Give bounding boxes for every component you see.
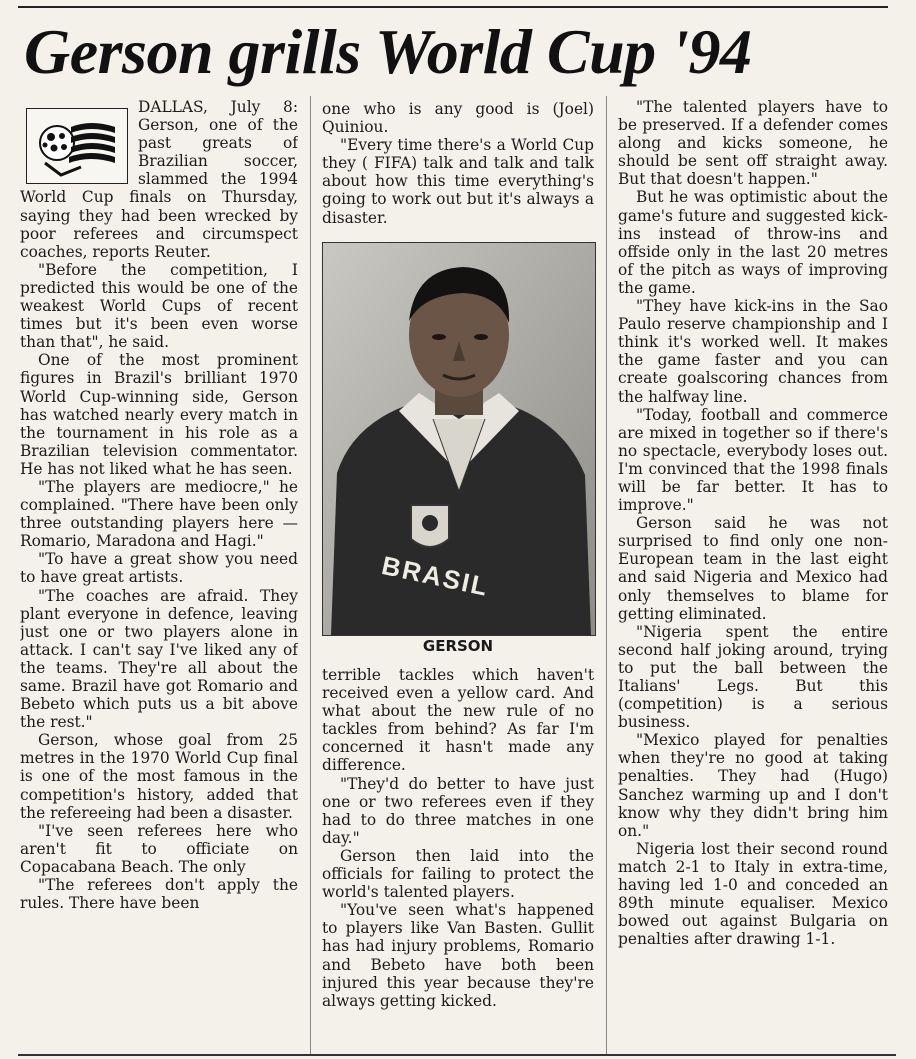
paragraph: "The talented players have to be preserved. If a defender comes along and kicks someone, he should be sent off straight away. But that doesn't happen." bbox=[618, 98, 888, 189]
column-divider bbox=[310, 96, 311, 1054]
world-cup-logo bbox=[26, 108, 128, 184]
top-rule bbox=[18, 6, 888, 8]
article-column-1 bbox=[20, 98, 298, 1056]
paragraph: "They have kick-ins in the Sao Paulo reserve championship and I think it's worked well. It makes the game faster and you can create goalscoring chances from the halfway line. bbox=[618, 297, 888, 406]
article-column-2-bottom bbox=[322, 666, 594, 1056]
paragraph: "Nigeria spent the entire second half joking around, trying to put the ball between the Italians' Legs. But this (competition) is a serious business. bbox=[618, 622, 888, 732]
paragraph: "The referees don't apply the rules. There have been bbox=[20, 876, 298, 913]
paragraph: Gerson then laid into the officials for failing to protect the world's talented players. bbox=[322, 846, 594, 902]
paragraph: Gerson said he was not surprised to find only one non-European team in the last eight and said Nigeria and Mexico had only themselves to blame for getting eliminated. bbox=[618, 514, 888, 623]
photo-caption: GERSON bbox=[422, 637, 494, 655]
paragraph: But he was optimistic about the game's future and suggested kick-ins instead of throw-ins and offside only in the last 20 metres of the pitch as ways of improving the game. bbox=[618, 188, 888, 297]
article-column-3 bbox=[618, 98, 888, 1056]
paragraph: terrible tackles which haven't received even a yellow card. And what about the new rule of no tackles from behind? As far I'm concerned it hasn't made any difference. bbox=[322, 666, 594, 775]
paragraph: DALLAS, July 8: Gerson, one of the past greats of Brazilian soccer, slammed the 1994 World Cup finals on Thursday, saying they had been wrecked by poor referees and circumspect coaches, reports Reuter. bbox=[20, 98, 298, 261]
gerson-photo bbox=[322, 242, 596, 636]
paragraph: Gerson, whose goal from 25 metres in the 1970 World Cup final is one of the most famous in the competition's history, added that the refereeing had been a disaster. bbox=[20, 731, 298, 822]
paragraph: "To have a great show you need to have great artists. bbox=[20, 550, 298, 587]
paragraph: "Today, football and commerce are mixed in together so if there's no spectacle, everybody loses out. I'm convinced that the 1998 finals will be far better. It has to improve." bbox=[618, 405, 888, 515]
paragraph: "Mexico played for penalties when they're no good at taking penalties. They had (Hugo) Sanchez warming up and I don't know why they didn't bring him on." bbox=[618, 731, 888, 840]
paragraph: Nigeria lost their second round match 2-1 to Italy in extra-time, having led 1-0 and conceded an 89th minute equaliser. Mexico bowed out against Bulgaria on penalties after drawing 1-1. bbox=[618, 839, 888, 949]
paragraph: "The players are mediocre," he complained. "There have been only three outstanding players here — Romario, Maradona and Hagi." bbox=[20, 477, 298, 551]
jersey-text: BRASIL bbox=[379, 550, 492, 602]
paragraph: "Before the competition, I predicted this would be one of the weakest World Cups of recent times but it's been even worse than that", he said. bbox=[20, 260, 298, 352]
paragraph: "They'd do better to have just one or two referees even if they had to do three matches in one day." bbox=[322, 774, 594, 847]
column-divider bbox=[606, 96, 607, 1054]
paragraph: "Every time there's a World Cup they ( FIFA) talk and talk and talk about how this time everything's going to work out but it's always a disaster. bbox=[322, 136, 594, 227]
bottom-rule bbox=[18, 1054, 896, 1056]
paragraph: "I've seen referees here who aren't fit to officiate on Copacabana Beach. The only bbox=[20, 821, 298, 876]
article-column-2-top bbox=[322, 100, 594, 235]
paragraph: one who is any good is (Joel) Quiniou. bbox=[322, 100, 594, 137]
headline: Gerson grills World Cup '94 bbox=[24, 16, 752, 87]
paragraph: "The coaches are afraid. They plant everyone in defence, leaving just one or two players alone in attack. I can't say I've liked any of the teams. They're all about the same. Brazil have got Romario and Bebeto which puts us a bit above the rest." bbox=[20, 586, 298, 732]
paragraph: One of the most prominent figures in Brazil's brilliant 1970 World Cup-winning side, Gerson has watched nearly every match in the tournament in his role as a Brazilian television commentator. He has not liked what he has seen. bbox=[20, 351, 298, 478]
paragraph: "You've seen what's happened to players like Van Basten. Gullit has had injury problems, Romario and Bebeto have both been injured this year because they're always getting kicked. bbox=[322, 901, 594, 1010]
